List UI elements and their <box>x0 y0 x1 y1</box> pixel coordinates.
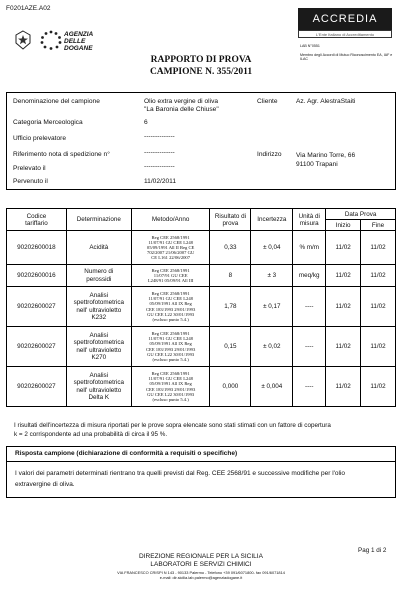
table-row <box>7 231 396 265</box>
row-determinazione-line: Analisi <box>89 331 109 339</box>
footer-address: VIA FRANCESCO CRISPI N 143 - 90133 Palermo - Telefono +39 091/6071800- fax 091/6071814 <box>117 570 285 575</box>
row-determinazione-line: spettrofotometrica <box>73 379 125 386</box>
row-codice: 90202600027 <box>7 367 67 407</box>
results-table <box>6 208 396 407</box>
header-metodo: Metodo/Anno <box>131 209 210 231</box>
row-metodo-line: Reg CEE 2568/1991 <box>151 267 190 273</box>
row-unita: meq/kg <box>293 265 326 287</box>
document-code: F0201AZE.A02 <box>6 5 51 12</box>
row-codice: 90202600016 <box>7 265 67 287</box>
agency-line-1: AGENZIA <box>64 31 94 38</box>
response-text-line-2: extravergine di oliva. <box>15 481 75 488</box>
row-metodo-line: CE L161 22/06/2007 <box>151 255 191 261</box>
conformity-response-box <box>6 446 396 498</box>
categoria-value: 6 <box>144 119 148 126</box>
uncertainty-note-line-1: I risultati dell'incertezza di misura riportati per le prove sopra elencate sono stati stimati con un fattore di copertura <box>14 422 331 429</box>
row-metodo-line: 11/07/91 GU CEE L248 <box>148 239 193 245</box>
row-inizio: 11/02 <box>326 287 361 327</box>
row-determinazione-line: perossidi <box>86 275 112 283</box>
row-metodo <box>131 287 210 327</box>
row-metodo-line: (escluso punto 5.4.) <box>152 316 189 322</box>
uncertainty-note-line-2: k = 2 corrispondente ad una probabilità di circa il 95 %. <box>14 430 168 438</box>
row-metodo-line: Reg CEE 2568/1991 <box>151 291 190 297</box>
denominazione-value-line-2: "La Baronia delle Chiuse" <box>144 106 219 113</box>
header-risultato <box>210 209 251 231</box>
row-metodo-line: (escluso punto 5.4.) <box>152 356 189 362</box>
row-incertezza: ± 0,02 <box>251 327 293 367</box>
prelevato-label: Prelevato il <box>13 165 46 172</box>
row-determinazione <box>66 231 131 265</box>
page-number: Pag 1 di 2 <box>358 547 387 554</box>
header-codice-line-2: tariffario <box>25 219 48 227</box>
denominazione-value <box>144 98 219 114</box>
header-unita-line-1: Unità di <box>298 212 320 220</box>
row-metodo-line: L248/91 05/09/91 All III <box>147 278 194 284</box>
row-determinazione-line: spettrofotometrica <box>73 299 125 306</box>
footer-laboratories: LABORATORI E SERVIZI CHIMICI <box>150 561 252 568</box>
agency-stars-logo-icon <box>38 29 64 51</box>
row-codice: 90202600027 <box>7 287 67 327</box>
row-metodo-line: 05/09/1991 All IX Reg <box>149 341 192 347</box>
header-inizio: Inizio <box>326 220 361 231</box>
row-metodo <box>131 231 210 265</box>
row-risultato: 0,000 <box>210 367 251 407</box>
agency-name <box>64 31 93 52</box>
header-codice-line-1: Codice <box>26 212 47 220</box>
indirizzo-line-1: Via Marino Torre, 66 <box>296 152 356 159</box>
row-metodo-line: Reg CEE 2568/1991 <box>151 331 190 337</box>
row-metodo-line: CEE 183/1993 29/01/1993 <box>145 306 196 312</box>
row-risultato: 0,33 <box>210 231 251 265</box>
row-codice: 90202600018 <box>7 231 67 265</box>
row-risultato: 0,15 <box>210 327 251 367</box>
header-codice <box>7 209 67 231</box>
row-determinazione <box>66 367 131 407</box>
row-metodo-line: 702/2007 21/06/2007 GU <box>147 250 195 256</box>
header-unita-line-2: misura <box>299 219 319 227</box>
row-incertezza: ± 3 <box>251 265 293 287</box>
row-metodo-line: Reg CEE 2568/1991 <box>151 371 190 377</box>
riferimento-label: Riferimento nota di spedizione n° <box>13 151 110 158</box>
italian-republic-emblem-icon <box>14 30 32 50</box>
row-metodo-line: CEE 183/1993 29/01/1993 <box>145 346 196 352</box>
row-incertezza: ± 0,04 <box>251 231 293 265</box>
ufficio-value: -------------- <box>144 133 175 140</box>
sample-number: CAMPIONE N. 355/2011 <box>149 67 253 77</box>
header-fine: Fine <box>361 220 396 231</box>
header-risultato-line-2: prova <box>222 219 239 227</box>
row-metodo <box>131 327 210 367</box>
row-metodo-line: GU CEE L22 30/01/1993 <box>147 311 195 317</box>
row-determinazione <box>66 287 131 327</box>
response-text <box>15 468 389 490</box>
row-metodo-line: Reg CEE 2568/1991 <box>151 234 190 240</box>
row-fine: 11/02 <box>361 265 396 287</box>
response-text-line-1: I valori dei parametri determinati rientrano tra quelli previsti dal Reg. CEE 2568/91 e successive modifiche per l'olio <box>15 470 346 477</box>
header-unita <box>293 209 326 231</box>
row-metodo <box>131 265 210 287</box>
row-metodo-line: GU CEE L22 30/01/1993 <box>147 351 195 357</box>
row-determinazione-line: Numero di <box>84 268 114 275</box>
row-inizio: 11/02 <box>326 231 361 265</box>
response-title: Risposta campione (dichiarazione di conformità a requisiti o specifiche) <box>15 450 238 457</box>
denominazione-value-line-1: Olio extra vergine di oliva <box>144 98 219 105</box>
membership-note: Membro degli Accordi di Mutuo Riconoscimento EA, IAF e ILAC <box>300 53 393 62</box>
row-determinazione-line: nell' ultravioletto <box>76 306 122 314</box>
row-determinazione-line: K270 <box>91 354 107 361</box>
row-determinazione-line: Analisi <box>89 291 109 299</box>
row-fine: 11/02 <box>361 327 396 367</box>
accredia-subtitle: L'Ente Italiano di Accreditamento <box>298 30 392 38</box>
row-metodo-line: 11/07/91 GU CEE L248 <box>148 336 193 342</box>
row-risultato: 8 <box>210 265 251 287</box>
agency-line-2: DELLE <box>64 38 86 45</box>
row-inizio: 11/02 <box>326 367 361 407</box>
row-determinazione-line: Delta K <box>88 394 110 401</box>
row-determinazione <box>66 327 131 367</box>
row-inizio: 11/02 <box>326 327 361 367</box>
row-risultato: 1,78 <box>210 287 251 327</box>
response-divider <box>7 461 395 462</box>
pervenuto-value: 11/02/2011 <box>144 178 177 185</box>
row-incertezza: ± 0,17 <box>251 287 293 327</box>
indirizzo-line-2: 91100 Trapani <box>296 161 338 168</box>
indirizzo-value <box>296 151 355 169</box>
header-data-prova: Data Prova <box>326 209 396 220</box>
row-determinazione-line: nell' ultravioletto <box>76 346 122 354</box>
report-title: RAPPORTO DI PROVA <box>150 55 252 65</box>
row-metodo-line: 05/09/1991 All IX Reg <box>149 381 192 387</box>
sample-info-box <box>6 92 396 190</box>
row-fine: 11/02 <box>361 231 396 265</box>
row-metodo-line: 05/09/1991 All II Reg CE <box>146 244 195 250</box>
cliente-label: Cliente <box>257 98 278 105</box>
uncertainty-note <box>14 422 396 439</box>
row-inizio: 11/02 <box>326 265 361 287</box>
row-determinazione-line: spettrofotometrica <box>73 339 125 346</box>
row-determinazione-line: K232 <box>91 314 107 321</box>
row-metodo-line: 11/07/91 GU CEE L248 <box>148 296 193 302</box>
header-risultato-line-1: Risultato di <box>214 212 246 220</box>
indirizzo-label: Indirizzo <box>257 151 282 158</box>
row-metodo <box>131 367 210 407</box>
row-codice: 90202600027 <box>7 327 67 367</box>
row-metodo-line: CEE 183/1993 29/01/1993 <box>145 386 196 392</box>
row-unita: ---- <box>293 367 326 407</box>
table-row <box>7 287 396 327</box>
row-determinazione <box>66 265 131 287</box>
riferimento-value: -------------- <box>144 149 175 156</box>
table-row <box>7 367 396 407</box>
row-determinazione-line: Analisi <box>89 371 109 379</box>
table-row <box>7 327 396 367</box>
row-unita: % m/m <box>293 231 326 265</box>
cliente-value: Az. Agr. AlestraStaiti <box>296 98 356 105</box>
row-metodo-line: 11/07/91 GU CEE L248 <box>148 376 193 382</box>
prelevato-value: -------------- <box>144 163 175 170</box>
lab-number: LAB N°0551 <box>300 44 320 48</box>
row-determinazione-line: Acidità <box>89 243 109 251</box>
footer-email: e-mail: dir.sicilia.lab.palermo@agenziadogane.it <box>159 575 243 580</box>
agency-line-3: DOGANE <box>64 45 93 52</box>
row-metodo-line: 11/07/91 GU CEE <box>153 272 188 278</box>
row-metodo-line: GU CEE L22 30/01/1993 <box>147 391 195 397</box>
ufficio-label: Ufficio prelevatore <box>13 135 67 142</box>
row-metodo-line: (escluso punto 5.4.) <box>152 396 189 402</box>
accredia-logo: ACCREDIA <box>312 13 378 25</box>
row-unita: ---- <box>293 327 326 367</box>
footer-direction: DIREZIONE REGIONALE PER LA SICILIA <box>139 553 263 560</box>
pervenuto-label: Pervenuto il <box>13 178 48 185</box>
row-unita: ---- <box>293 287 326 327</box>
row-fine: 11/02 <box>361 367 396 407</box>
row-fine: 11/02 <box>361 287 396 327</box>
header-determinazione: Determinazione <box>66 209 131 231</box>
denominazione-label: Denominazione del campione <box>13 98 100 105</box>
row-determinazione-line: nell' ultravioletto <box>76 386 122 394</box>
categoria-label: Categoria Merceologica <box>13 119 83 126</box>
row-metodo-line: 05/09/1991 All IX Reg <box>149 301 192 307</box>
header-incertezza: Incertezza <box>251 209 293 231</box>
table-row <box>7 265 396 287</box>
row-incertezza: ± 0,004 <box>251 367 293 407</box>
